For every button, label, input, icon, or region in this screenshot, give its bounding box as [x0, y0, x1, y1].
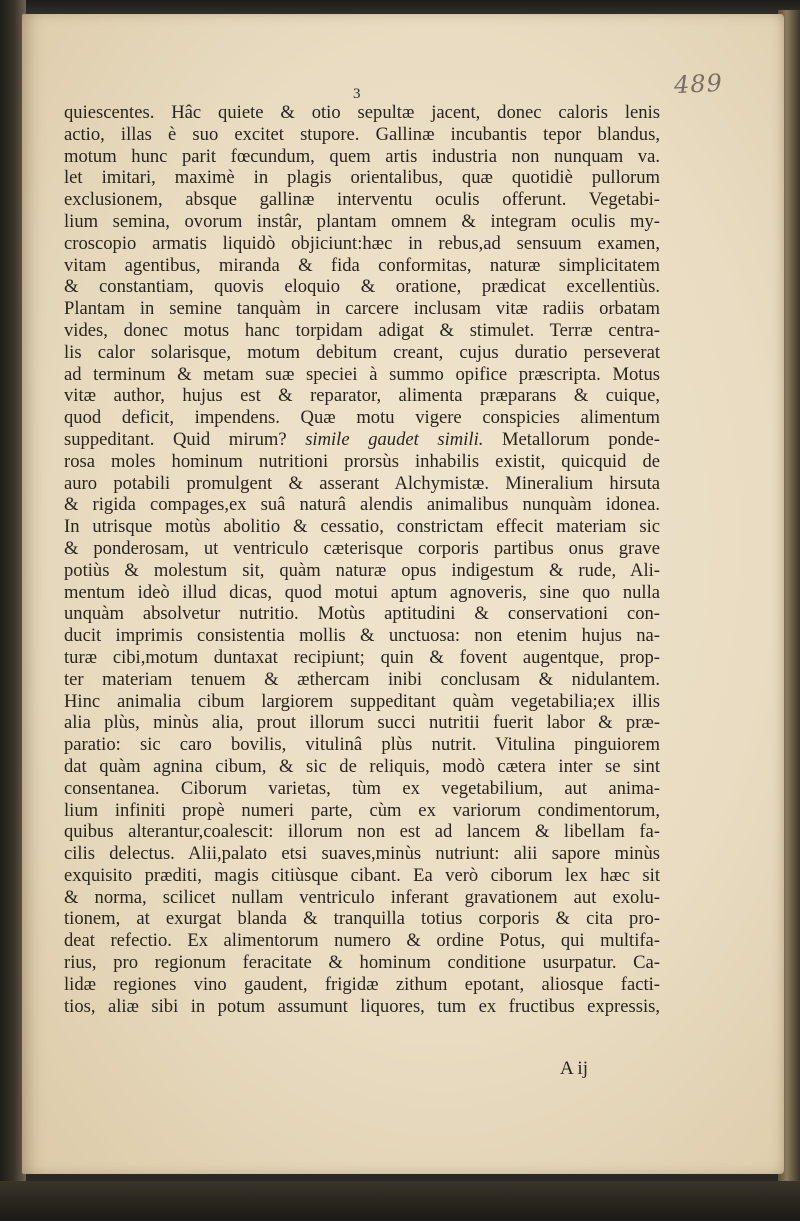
text-line: consentanea. Ciborum varietas, tùm ex vegetabilium, aut anima- [64, 777, 660, 799]
text-line: In utrisque motùs abolitio & cessatio, constrictam effecit materiam sic [64, 516, 660, 538]
text-line: & ponderosam, ut ventriculo cæterisque corporis partibus onus grave [64, 537, 660, 559]
text-line: deat refectio. Ex alimentorum numero & ordine Potus, qui multifa- [64, 930, 660, 952]
page-signature-bottom: A ij [560, 1058, 588, 1079]
text-line: tios, aliæ sibi in potum assumunt liquores, tum ex fructibus expressis, [64, 995, 660, 1017]
text-line: actio, illas è suo excitet stupore. Gallinæ incubantis tepor blandus, [64, 123, 660, 145]
text-line: rius, pro regionum feracitate & hominum conditione usurpatur. Ca- [64, 952, 660, 974]
text-line [64, 429, 660, 451]
text-fragment: Metallorum ponde- [483, 428, 660, 450]
text-line: cilis delectus. Alii,palato etsi suaves,minùs nutriunt: alii sapore minùs [64, 843, 660, 865]
text-line: Plantam in semine tanquàm in carcere inclusam vitæ radiis orbatam [64, 298, 660, 320]
text-line: Hinc animalia cibum largiorem suppeditant quàm vegetabilia;ex illis [64, 690, 660, 712]
text-line: lidæ regiones vino gaudent, frigidæ zithum epotant, aliosque facti- [64, 973, 660, 995]
text-line: vitæ author, hujus est & reparator, alimenta præparans & cuique, [64, 385, 660, 407]
handwritten-folio-number: 489 [673, 68, 724, 100]
text-line: lium infiniti propè numeri parte, cùm ex variorum condimentorum, [64, 799, 660, 821]
text-line: exquisito præditi, magis citiùsque cibant. Ea verò ciborum lex hæc sit [64, 864, 660, 886]
text-line: & norma, scilicet nullam ventriculo inferant gravationem aut exolu- [64, 886, 660, 908]
text-line: croscopio armatis liquidò objiciunt:hæc in rebus,ad sensuum examen, [64, 232, 660, 254]
text-line: let imitari, maximè in plagis orientalibus, quæ quotidiè pullorum [64, 167, 660, 189]
text-fragment: suppeditant. Quid mirum? [64, 428, 306, 450]
page-signature-top: 3 [353, 86, 361, 102]
text-line: quibus alterantur,coalescit: illorum non est ad lancem & libellam fa- [64, 821, 660, 843]
italic-quote: simile gaudet simili. [305, 428, 484, 450]
text-line: ad terminum & metam suæ speciei à summo opifice præscripta. Motus [64, 363, 660, 385]
text-line: & rigida compages,ex suâ naturâ alendis animalibus nunquàm idonea. [64, 494, 660, 516]
text-line: auro potabili promulgent & asserant Alchymistæ. Mineralium hirsuta [64, 472, 660, 494]
text-line: & constantiam, quovis eloquio & oratione, prædicat excellentiùs. [64, 276, 660, 298]
text-line: tionem, at exurgat blanda & tranquilla totius corporis & cita pro- [64, 908, 660, 930]
text-line: alia plùs, minùs alia, prout illorum succi nutritii fuerit labor & præ- [64, 712, 660, 734]
text-line: potiùs & molestum sit, quàm naturæ opus indigestum & rude, Ali- [64, 559, 660, 581]
text-line: ducit imprimis consistentia mollis & unctuosa: non etenim hujus na- [64, 625, 660, 647]
text-line: ter materiam tenuem & æthercam inibi conclusam & nidulantem. [64, 668, 660, 690]
text-line: lis calor solarisque, motum debitum creant, cujus duratio perseverat [64, 341, 660, 363]
text-line: exclusionem, absque gallinæ interventu oculis offerunt. Vegetabi- [64, 189, 660, 211]
text-line: turæ cibi,motum duntaxat recipiunt; quin & fovent augentque, prop- [64, 646, 660, 668]
body-text [64, 102, 660, 1017]
text-line: vitam agentibus, miranda & fida conformitas, naturæ simplicitatem [64, 254, 660, 276]
text-line: lium semina, ovorum instâr, plantam omnem & integram oculis my- [64, 210, 660, 232]
text-line: paratio: sic caro bovilis, vitulinâ plùs nutrit. Vitulina pinguiorem [64, 734, 660, 756]
text-line: quiescentes. Hâc quiete & otio sepultæ jacent, donec caloris lenis [64, 102, 660, 123]
text-line: rosa moles hominum nutritioni prorsùs inhabilis existit, quicquid de [64, 450, 660, 472]
text-line: motum hunc parit fœcundum, quem artis industria non nunquam va. [64, 145, 660, 167]
text-line: mentum ideò illud dicas, quod motui aptum agnoveris, sine quo nulla [64, 581, 660, 603]
book-bottom-edge [0, 1181, 800, 1221]
text-line: quod deficit, impendens. Quæ motu vigere conspicies alimentum [64, 407, 660, 429]
text-line: unquàm absolvetur nutritio. Motùs aptitudini & conservationi con- [64, 603, 660, 625]
text-line: dat quàm agnina cibum, & sic de reliquis, modò cætera inter se sint [64, 755, 660, 777]
text-line: vides, donec motus hanc torpidam adigat & stimulet. Terræ centra- [64, 319, 660, 341]
